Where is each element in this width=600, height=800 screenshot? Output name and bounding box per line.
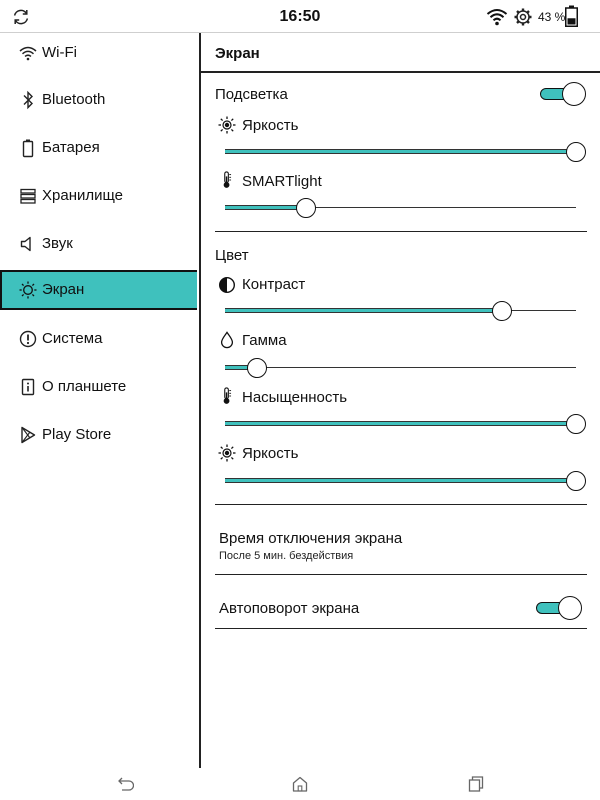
screen-timeout-subtitle: После 5 мин. бездействия [219,550,354,562]
screen-timeout-title: Время отключения экрана [219,530,403,547]
sidebar-item-label: Wi-Fi [42,44,77,61]
wifi-icon[interactable] [486,8,508,26]
slider-thumb[interactable] [566,471,586,491]
backlight-toggle[interactable] [540,82,586,106]
sidebar-item-play-store[interactable] [0,415,199,455]
section-divider [215,628,587,629]
section-divider [215,504,587,505]
section-divider [215,231,587,232]
settings-sidebar [0,33,199,768]
slider-track [225,367,576,368]
battery-icon [565,5,578,27]
slider-fill [225,308,502,313]
sun-icon [19,280,37,300]
sidebar-item-label: Экран [42,281,85,298]
slider-fill [225,205,306,210]
bluetooth-icon [19,90,37,110]
storage-icon [19,186,37,206]
clock: 16:50 [279,8,321,25]
sidebar-item-storage[interactable] [0,176,199,216]
recents-icon[interactable] [466,774,486,794]
bottom-navigation [0,768,600,800]
sidebar-item-label: О планшете [42,378,127,395]
color-brightness-label: Яркость [242,445,299,462]
gamma-label: Гамма [242,332,287,349]
slider-thumb[interactable] [296,198,316,218]
sidebar-item-wifi[interactable] [0,33,199,73]
drop-icon [218,331,236,349]
sun-icon [218,444,236,462]
toggle-knob [562,82,586,106]
slider-fill [225,149,576,154]
sidebar-item-sound[interactable] [0,224,199,264]
sidebar-item-system[interactable] [0,319,199,359]
color-brightness-slider[interactable] [225,469,576,493]
toggle-knob [558,596,582,620]
sidebar-item-screen[interactable] [0,270,197,310]
backlight-brightness-label: Яркость [242,117,299,134]
screen-settings-panel [201,33,600,768]
saturation-label: Насыщенность [242,389,348,406]
color-label: Цвет [215,247,249,264]
sidebar-item-label: Хранилище [42,187,123,204]
sun-icon [218,116,236,134]
sidebar-item-battery[interactable] [0,128,199,168]
smartlight-slider[interactable] [225,196,576,220]
contrast-slider[interactable] [225,299,576,323]
slider-thumb[interactable] [566,414,586,434]
sidebar-item-label: Bluetooth [42,91,106,108]
play-store-icon [19,425,37,445]
battery-percentage: 43 % [538,10,566,24]
saturation-slider[interactable] [225,412,576,436]
sidebar-item-label: Звук [42,235,73,252]
title-divider [201,71,600,73]
battery-icon [19,138,37,158]
slider-thumb[interactable] [566,142,586,162]
backlight-label: Подсветка [215,86,288,103]
page-title: Экран [215,45,260,62]
wifi-icon [19,43,37,63]
gamma-slider[interactable] [225,356,576,380]
back-icon[interactable] [114,774,134,794]
contrast-label: Контраст [242,276,306,293]
sidebar-item-label: Система [42,330,103,347]
sidebar-item-label: Play Store [42,426,112,443]
slider-fill [225,478,576,483]
sidebar-item-label: Батарея [42,139,100,156]
status-bar [0,0,600,33]
autorotate-label: Автоповорот экрана [219,600,360,617]
thermometer-icon [218,171,236,189]
contrast-icon [218,276,236,294]
thermometer-icon [218,387,236,405]
smartlight-label: SMARTlight [242,173,322,190]
backlight-brightness-slider[interactable] [225,140,576,164]
slider-thumb[interactable] [492,301,512,321]
speaker-icon [19,234,37,254]
section-divider [215,574,587,575]
slider-thumb[interactable] [247,358,267,378]
slider-fill [225,421,576,426]
sidebar-item-about-tablet[interactable] [0,367,199,407]
autorotate-toggle[interactable] [536,596,582,620]
sidebar-item-bluetooth[interactable] [0,80,199,120]
home-icon[interactable] [290,774,310,794]
gear-icon[interactable] [513,7,533,27]
info-icon [19,377,37,397]
alert-icon [19,329,37,349]
